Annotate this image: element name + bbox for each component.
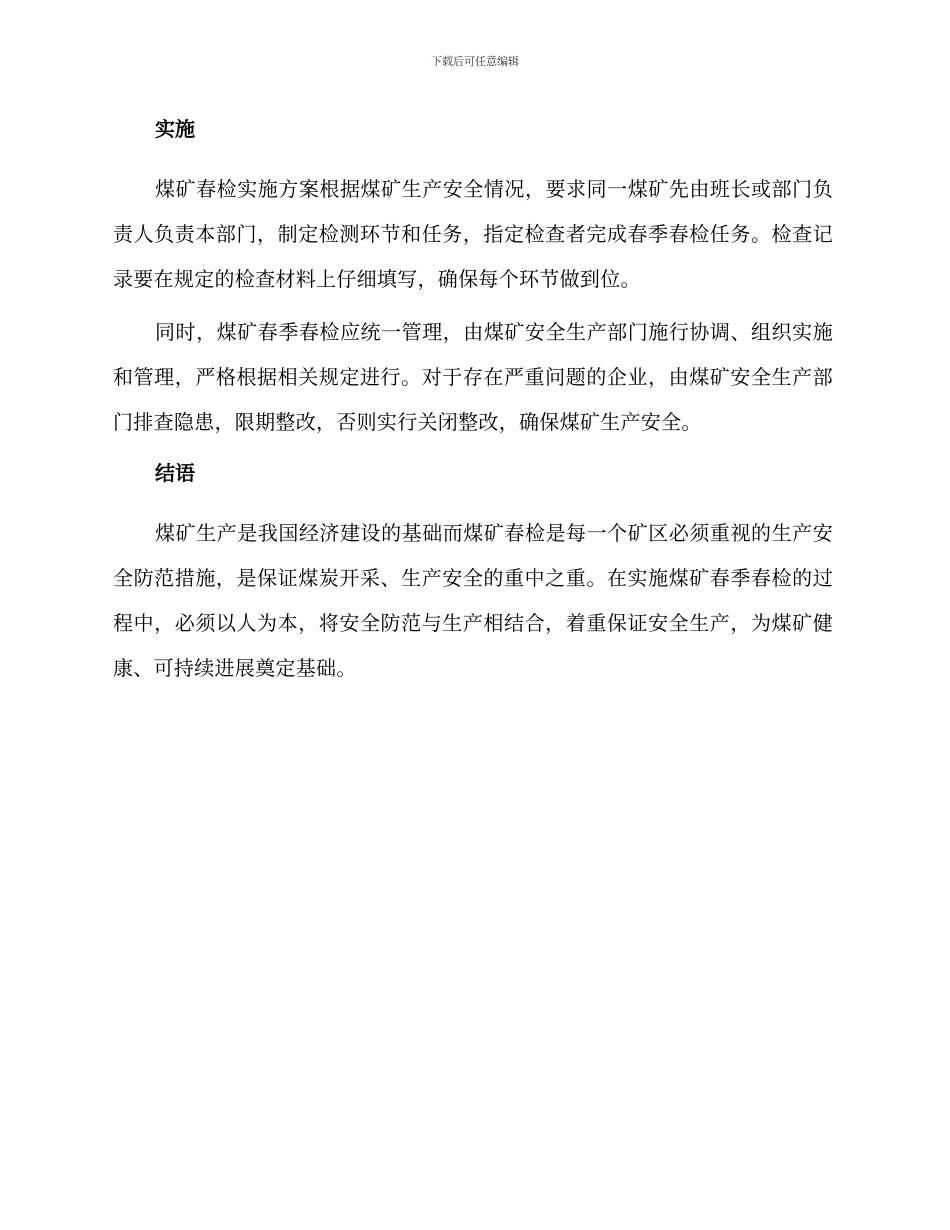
section-conclusion (113, 457, 833, 691)
section-heading: 实施 (155, 117, 195, 141)
section-heading: 结语 (155, 461, 195, 485)
paragraph: 煤矿生产是我国经济建设的基础而煤矿春检是每一个矿区必须重视的生产安全防范措施，是保证煤炭开采、生产安全的重中之重。在实施煤矿春季春检的过程中，必须以人为本，将安全防范与生产相结合，着重保证安全生产，为煤矿健康、可持续进展奠定基础。 (113, 521, 833, 680)
paragraph: 同时，煤矿春季春检应统一管理，由煤矿安全生产部门施行协调、组织实施和管理，严格根据相关规定进行。对于存在严重问题的企业，由煤矿安全生产部门排查隐患，限期整改，否则实行关闭整改，确保煤矿生产安全。 (113, 320, 833, 434)
paragraph: 煤矿春检实施方案根据煤矿生产安全情况，要求同一煤矿先由班长或部门负责人负责本部门，制定检测环节和任务，指定检查者完成春季春检任务。检查记录要在规定的检查材料上仔细填写，确保每个环节做到位。 (113, 177, 833, 291)
document-body (113, 113, 833, 699)
page-header-note: 下载后可任意编辑 (431, 55, 519, 68)
section-implementation (113, 113, 833, 445)
